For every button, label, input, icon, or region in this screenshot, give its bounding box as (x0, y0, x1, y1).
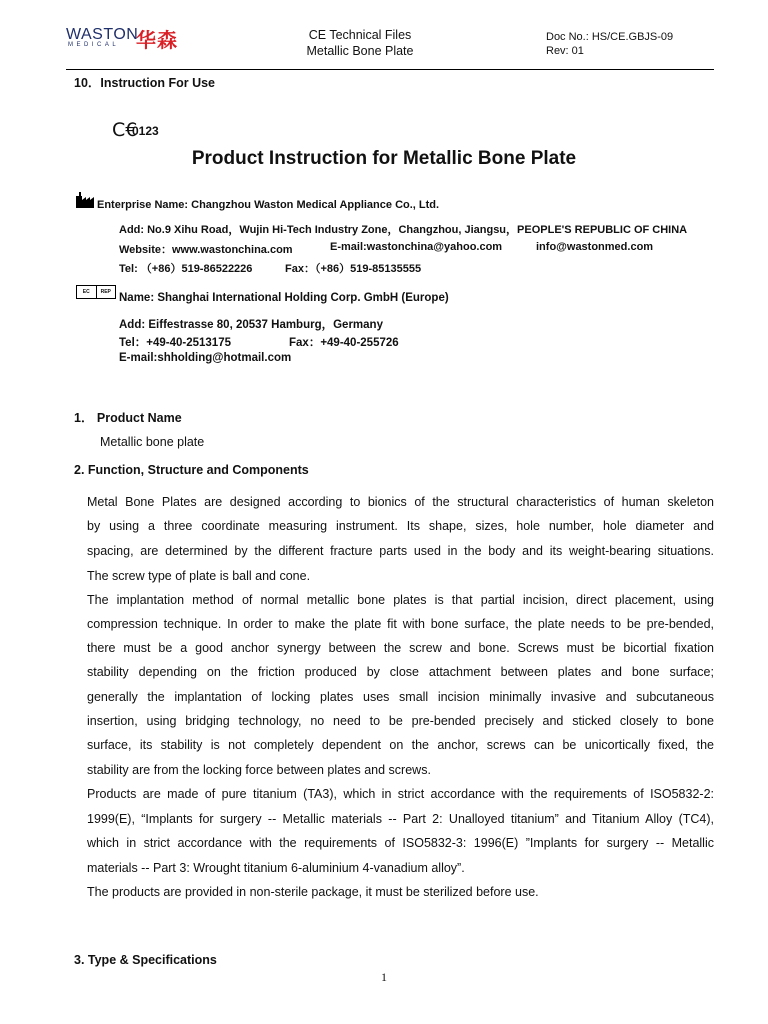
logo-chinese-text: 华森 (136, 28, 178, 52)
manufacturer-icon (76, 192, 96, 208)
page-number: 1 (381, 970, 387, 984)
manufacturer-email: E-mail:wastonchina@yahoo.com (330, 241, 503, 253)
ce-number: 0123 (132, 124, 159, 138)
ec-rep-tel: Tel：+49-40-2513175 (119, 337, 231, 349)
ec-rep-address: Add: Eiffestrasse 80, 20537 Hamburg，Germany (119, 319, 383, 331)
ec-rep-email: E-mail:shholding@hotmail.com (119, 352, 292, 364)
paragraph-line: generally the implantation of locking plates uses small incision minimally invasive and subcutaneous (87, 690, 714, 704)
section-3-heading: 3. Type & Specifications (74, 953, 217, 967)
paragraph-line: stability are from the locking force between plates and screws. (87, 763, 431, 777)
page-title: Product Instruction for Metallic Bone Plate (191, 148, 577, 169)
header-title-line2: Metallic Bone Plate (306, 44, 414, 58)
ec-rep-name: Name: Shanghai International Holding Corp. GmbH (Europe) (119, 292, 449, 304)
paragraph-line: Products are made of pure titanium (TA3), which in strict accordance with the requirements of ISO5832-2: (87, 787, 714, 801)
manufacturer-email-2: info@wastonmed.com (536, 241, 654, 253)
paragraph-line: insertion, using bridging technology, no need to be pre-bended precisely and sticked closely to bone (87, 714, 714, 728)
paragraph-line: there must be a good anchor synergy between the screw and bone. Screws must be bicortial fixation (87, 641, 714, 655)
logo-text: WASTON (66, 26, 139, 43)
revision: Rev: 01 (546, 45, 584, 57)
paragraph-line: by using a three coordinate measuring instrument. Its shape, sizes, hole number, hole diameter and (87, 519, 714, 533)
header-title-line1: CE Technical Files (308, 28, 412, 42)
header-doc-info (546, 30, 673, 58)
ec-rep-fax: Fax：+49-40-255726 (289, 337, 399, 349)
manufacturer-name: Enterprise Name: Changzhou Waston Medical Appliance Co., Ltd. (97, 199, 440, 211)
paragraph-line: materials -- Part 3: Wrought titanium 6-aluminium 4-vanadium alloy”. (87, 861, 465, 875)
paragraph-line: The products are provided in non-sterile package, it must be sterilized before use. (87, 885, 539, 899)
ce-icon: C€ (112, 119, 138, 141)
paragraph-line: spacing, are determined by the different fracture parts used in the body and its weight-bearing situations. (87, 544, 714, 558)
header-title (280, 27, 440, 59)
logo-subtext: MEDICAL (68, 42, 120, 48)
company-logo (66, 24, 196, 50)
ec-rep-icon-right: REP (100, 289, 111, 295)
paragraph-line: The implantation method of normal metallic bone plates is that partial incision, direct placement, using (87, 593, 714, 607)
section-1-heading: 1． Product Name (74, 411, 182, 425)
doc-number: Doc No.: HS/CE.GBJS-09 (546, 31, 674, 43)
ec-rep-icon (76, 285, 116, 299)
manufacturer-address: Add: No.9 Xihu Road，Wujin Hi-Tech Industry Zone，Changzhou, Jiangsu，PEOPLE'S REPUBLIC OF CHINA (119, 224, 688, 236)
paragraph-line: surface, its stability is not completely dependent on the anchor, screws can be unicortically fixed, the (87, 738, 714, 752)
paragraph-line: compression technique. In order to make the plate fit with bone surface, the plate needs to be pre-bended, (87, 617, 714, 631)
paragraph-line: Metal Bone Plates are designed according to bionics of the structural characteristics of human skeleton (87, 495, 714, 509)
paragraph-line: stability depending on the friction produced by close attachment between plates and bone surface; (87, 665, 714, 679)
section-2-heading: 2. Function, Structure and Components (74, 463, 309, 477)
section-1-body: Metallic bone plate (100, 435, 205, 449)
header-divider (66, 69, 714, 70)
manufacturer-fax: Fax：（+86）519-85135555 (285, 263, 422, 275)
manufacturer-website: Website：www.wastonchina.com (119, 244, 293, 256)
paragraph-line: The screw type of plate is ball and cone. (87, 569, 311, 583)
section-heading: 10．Instruction For Use (74, 76, 215, 90)
manufacturer-tel: Tel: （+86）519-86522226 (119, 263, 253, 275)
paragraph-line: 1999(E), “Implants for surgery -- Metallic materials -- Part 2: Unalloyed titanium” and Titanium Alloy (TC4), (87, 812, 714, 826)
paragraph-line: which in strict accordance with the requirements of ISO5832-3: 1996(E) ”Implants for surgery -- Metallic (87, 836, 714, 850)
ec-rep-icon-left: EC (77, 286, 97, 298)
